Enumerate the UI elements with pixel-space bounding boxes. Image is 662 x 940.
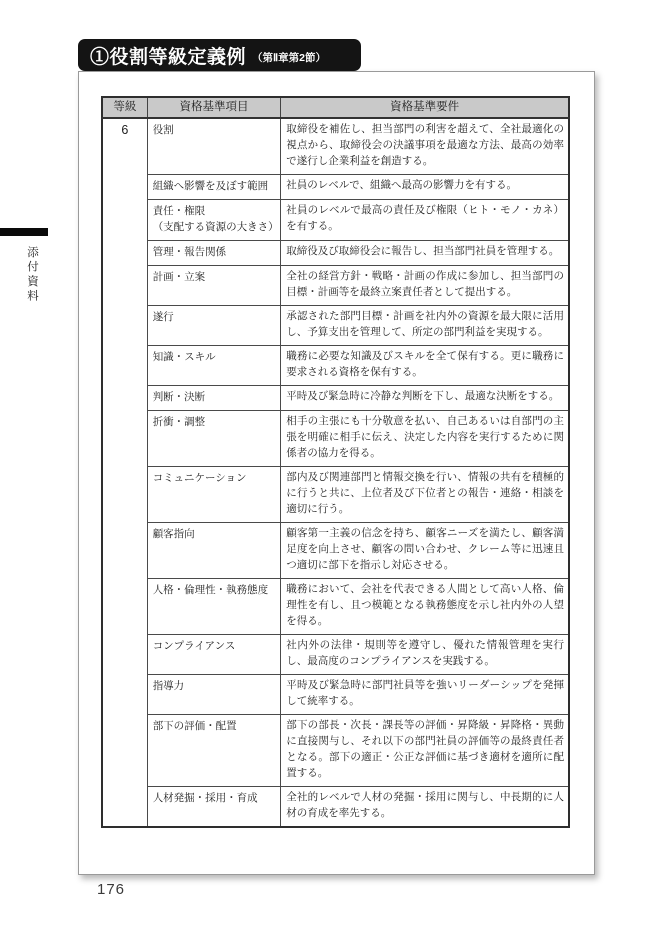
criteria-item-cell [147, 675, 281, 715]
table-header-row [102, 97, 569, 118]
criteria-item-label: 人材発掘・採用・育成 [152, 793, 258, 804]
table-row [102, 266, 569, 306]
table-row [102, 467, 569, 523]
criteria-requirement-cell: 平時及び緊急時に部門社員等を強いリーダーシップを発揮して統率する。 [281, 675, 569, 715]
criteria-item-label: 遂行 [152, 312, 174, 323]
criteria-item-label: 判断・決断 [152, 392, 206, 403]
criteria-item-label: 知識・スキル [152, 352, 216, 363]
criteria-requirement-cell: 承認された部門目標・計画を社内外の資源を最大限に活用し、予算支出を管理して、所定の部門利益を実現する。 [281, 306, 569, 346]
grade-definition-table [101, 96, 570, 828]
chapter-edge-bar [0, 228, 48, 236]
col-header-item: 資格基準項目 [147, 97, 281, 118]
criteria-requirement-cell: 平時及び緊急時に冷静な判断を下し、最適な決断をする。 [281, 386, 569, 411]
section-title: ①役割等級定義例 [90, 46, 247, 68]
criteria-item-label: 人格・倫理性・執務態度 [152, 585, 269, 596]
table-row [102, 200, 569, 241]
criteria-item-cell [147, 346, 281, 386]
criteria-item-cell [147, 118, 281, 175]
table-row [102, 118, 569, 175]
criteria-requirement-cell: 職務において、会社を代表できる人間として高い人格、倫理性を有し、且つ模範となる執務態度を示し社内外の人望を得る。 [281, 579, 569, 635]
criteria-item-label: 顧客指向 [152, 529, 195, 540]
criteria-requirement-cell: 社内外の法律・規則等を遵守し、優れた情報管理を実行し、最高度のコンプライアンスを実践する。 [281, 635, 569, 675]
criteria-item-cell [147, 175, 281, 200]
col-header-requirement: 資格基準要件 [281, 97, 569, 118]
criteria-item-cell [147, 523, 281, 579]
grade-value-cell: 6 [102, 118, 147, 827]
table-row [102, 635, 569, 675]
criteria-requirement-cell: 全社的レベルで人材の発掘・採用に関与し、中長期的に人材の育成を率先する。 [281, 787, 569, 828]
criteria-requirement-cell: 部下の部長・次長・課長等の評価・昇降級・昇降格・異動に直接関与し、それ以下の部門社員の評価等の最終責任者となる。部下の適正・公正な評価に基づき適材を適所に配置する。 [281, 715, 569, 787]
criteria-item-label: 折衝・調整 [152, 417, 206, 428]
table-row [102, 306, 569, 346]
criteria-item-cell [147, 467, 281, 523]
section-subtitle: （第Ⅱ章第2節） [252, 52, 327, 64]
criteria-item-cell [147, 200, 281, 241]
criteria-requirement-cell: 社員のレベルで、組織へ最高の影響力を有する。 [281, 175, 569, 200]
table-row [102, 386, 569, 411]
criteria-requirement-cell: 社員のレベルで最高の責任及び権限（ヒト・モノ・カネ）を有する。 [281, 200, 569, 241]
criteria-item-cell [147, 579, 281, 635]
criteria-item-cell [147, 266, 281, 306]
table-row [102, 715, 569, 787]
criteria-requirement-cell: 職務に必要な知識及びスキルを全て保有する。更に職務に要求される資格を保有する。 [281, 346, 569, 386]
criteria-item-label: 組織へ影響を及ぼす範囲 [152, 181, 269, 192]
criteria-requirement-cell: 取締役及び取締役会に報告し、担当部門社員を管理する。 [281, 241, 569, 266]
table-row [102, 241, 569, 266]
criteria-item-label: コンプライアンス [152, 641, 236, 652]
criteria-requirement-cell: 顧客第一主義の信念を持ち、顧客ニーズを満たし、顧客満足度を向上させ、顧客の問い合わせ、クレーム等に迅速且つ適切に部下を指示し対応させる。 [281, 523, 569, 579]
criteria-requirement-cell: 取締役を補佐し、担当部門の利害を超えて、全社最適化の視点から、取締役会の決議事項を最適な方法、最高の効率で遂行し企業利益を創造する。 [281, 118, 569, 175]
table-row [102, 346, 569, 386]
section-title-banner [78, 39, 361, 71]
criteria-item-cell [147, 715, 281, 787]
table-row [102, 411, 569, 467]
criteria-item-label: 役割 [152, 125, 174, 136]
table-row [102, 175, 569, 200]
criteria-item-cell [147, 411, 281, 467]
criteria-item-cell [147, 386, 281, 411]
col-header-grade: 等級 [102, 97, 147, 118]
sidebar-vertical-label: 添付資料 [26, 246, 38, 304]
criteria-item-label: 管理・報告関係 [152, 247, 227, 258]
criteria-item-label: 部下の評価・配置 [152, 721, 237, 732]
criteria-item-cell [147, 787, 281, 828]
criteria-requirement-cell: 全社の経営方針・戦略・計画の作成に参加し、担当部門の目標・計画等を最終立案責任者として提出する。 [281, 266, 569, 306]
table-row [102, 675, 569, 715]
table-row [102, 523, 569, 579]
criteria-item-label: 指導力 [152, 681, 185, 692]
criteria-item-label: コミュニケーション [152, 473, 247, 484]
criteria-item-cell [147, 306, 281, 346]
criteria-requirement-cell: 相手の主張にも十分敬意を払い、自己あるいは自部門の主張を明確に相手に伝え、決定した内容を実行するために関係者の協力を得る。 [281, 411, 569, 467]
criteria-item-cell [147, 635, 281, 675]
table-row [102, 787, 569, 828]
page-number: 176 [97, 881, 126, 898]
criteria-requirement-cell: 部内及び関連部門と情報交換を行い、情報の共有を積極的に行うと共に、上位者及び下位者との報告・連絡・相談を適切に行う。 [281, 467, 569, 523]
criteria-item-label: （支配する資源の大きさ） [152, 222, 279, 233]
criteria-item-cell [147, 241, 281, 266]
table-row [102, 579, 569, 635]
criteria-item-label: 責任・権限 [152, 206, 206, 217]
document-page [78, 71, 595, 875]
criteria-item-label: 計画・立案 [152, 272, 206, 283]
